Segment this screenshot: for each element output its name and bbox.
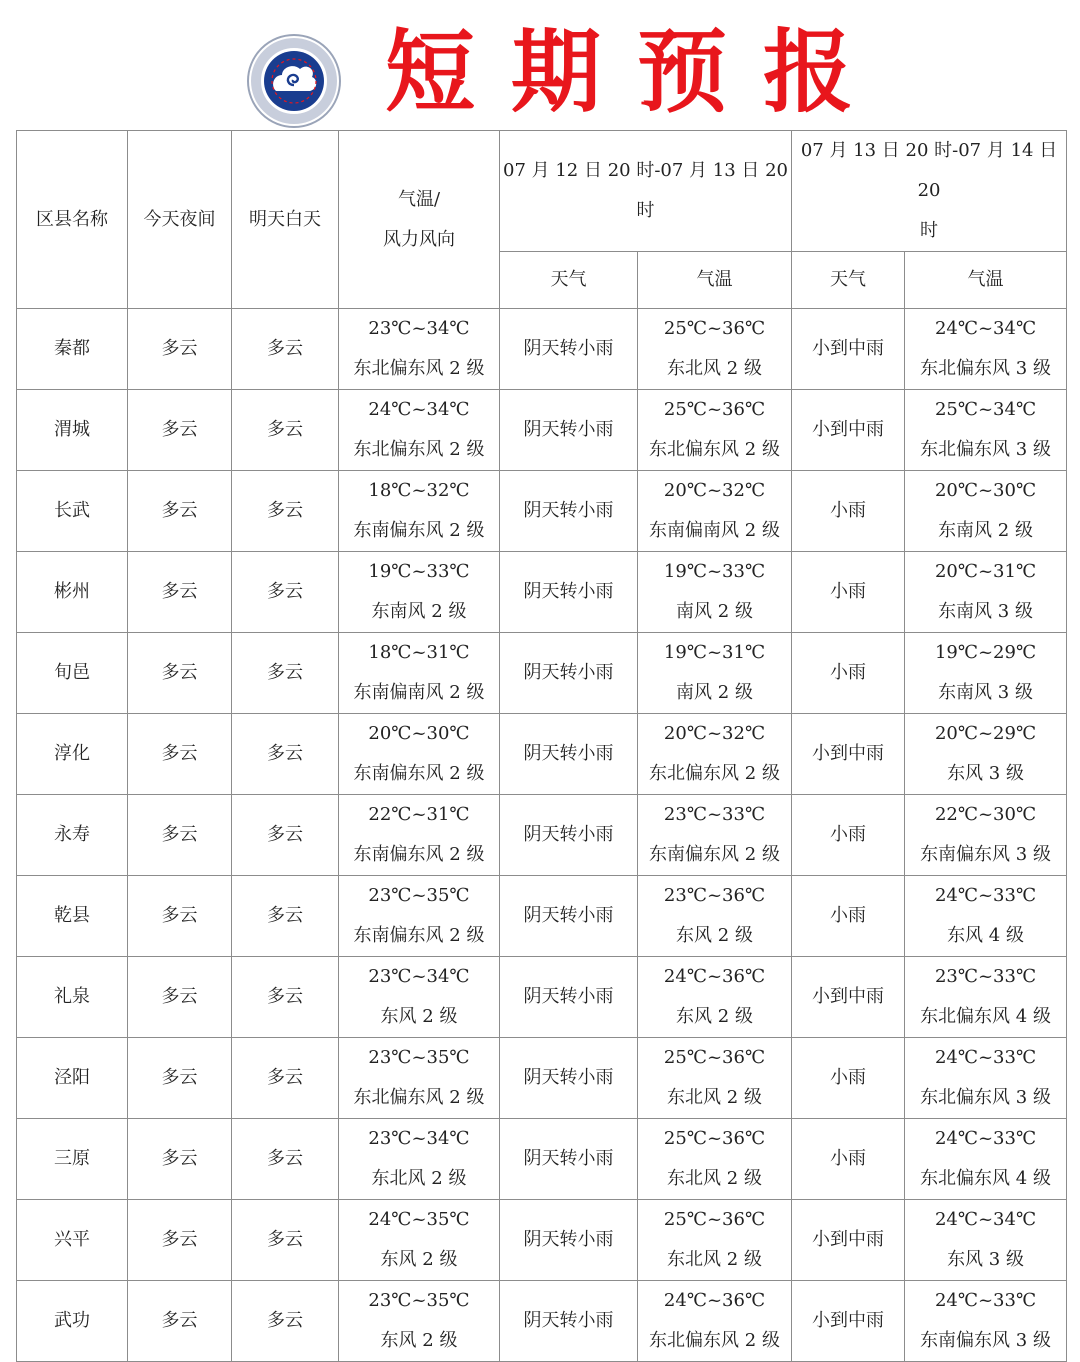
temp-wind-cell-wind: 东南偏东风 2 级 — [353, 925, 485, 946]
header-p1-temp: 气温 — [638, 252, 792, 309]
p2-temp-cell-wind: 东风 3 级 — [947, 1249, 1024, 1270]
p2-temp-cell-temp: 20℃~29℃ — [934, 723, 1037, 744]
temp-wind-cell — [339, 471, 500, 552]
p1-weather-cell: 阴天转小雨 — [500, 795, 638, 876]
p2-weather-cell: 小雨 — [792, 552, 905, 633]
p1-temp-cell-wind: 东南偏南风 2 级 — [649, 520, 780, 541]
district-cell: 秦都 — [17, 309, 128, 390]
p2-temp-cell-wind: 东北偏东风 3 级 — [920, 358, 1051, 379]
p1-temp-cell — [638, 1200, 792, 1281]
temp-wind-cell-temp: 18℃~32℃ — [368, 480, 470, 501]
district-cell: 渭城 — [17, 390, 128, 471]
p2-temp-cell-wind: 东风 4 级 — [947, 925, 1024, 946]
tonight-cell: 多云 — [128, 1281, 232, 1362]
temp-wind-cell-wind: 东南偏东风 2 级 — [353, 520, 485, 541]
district-cell: 礼泉 — [17, 957, 128, 1038]
p1-weather-cell: 阴天转小雨 — [500, 633, 638, 714]
temp-wind-cell — [339, 1281, 500, 1362]
tomorrow-day-cell: 多云 — [232, 390, 339, 471]
header-district: 区县名称 — [17, 131, 128, 309]
temp-wind-cell-temp: 23℃~35℃ — [368, 1047, 470, 1068]
temp-wind-cell-temp: 18℃~31℃ — [368, 642, 470, 663]
table-row — [17, 957, 1067, 1038]
temp-wind-cell — [339, 1200, 500, 1281]
p1-temp-cell — [638, 309, 792, 390]
temp-wind-cell — [339, 714, 500, 795]
header-period-1-line2: 时 — [636, 200, 655, 221]
p1-temp-cell-wind: 东北风 2 级 — [667, 1087, 762, 1108]
p1-temp-cell-wind: 东北风 2 级 — [667, 358, 762, 379]
p2-temp-cell — [905, 876, 1067, 957]
p1-temp-cell — [638, 1119, 792, 1200]
p1-weather-cell: 阴天转小雨 — [500, 957, 638, 1038]
p1-temp-cell-wind: 东北风 2 级 — [667, 1249, 762, 1270]
tonight-cell: 多云 — [128, 390, 232, 471]
p2-temp-cell — [905, 633, 1067, 714]
p1-weather-cell: 阴天转小雨 — [500, 876, 638, 957]
p2-temp-cell-temp: 24℃~34℃ — [934, 318, 1037, 339]
table-row — [17, 390, 1067, 471]
p2-temp-cell-wind: 东北偏东风 4 级 — [920, 1006, 1051, 1027]
table-row — [17, 714, 1067, 795]
p1-temp-cell-temp: 20℃~32℃ — [663, 723, 766, 744]
p1-temp-cell-wind: 南风 2 级 — [676, 601, 753, 622]
tomorrow-day-cell: 多云 — [232, 795, 339, 876]
p1-temp-cell-temp: 23℃~36℃ — [663, 885, 766, 906]
table-row — [17, 1038, 1067, 1119]
temp-wind-cell-wind: 东风 2 级 — [380, 1249, 458, 1270]
header-period-1-line1: 07 月 12 日 20 时-07 月 13 日 20 — [503, 160, 789, 181]
district-cell: 三原 — [17, 1119, 128, 1200]
p1-weather-cell: 阴天转小雨 — [500, 552, 638, 633]
tomorrow-day-cell: 多云 — [232, 552, 339, 633]
tomorrow-day-cell: 多云 — [232, 471, 339, 552]
temp-wind-cell-temp: 24℃~34℃ — [368, 399, 470, 420]
tonight-cell: 多云 — [128, 471, 232, 552]
temp-wind-cell-wind: 东北偏东风 2 级 — [353, 1087, 485, 1108]
tonight-cell: 多云 — [128, 309, 232, 390]
district-cell: 永寿 — [17, 795, 128, 876]
p1-temp-cell-temp: 24℃~36℃ — [663, 1290, 766, 1311]
p1-weather-cell: 阴天转小雨 — [500, 1119, 638, 1200]
p2-temp-cell — [905, 1119, 1067, 1200]
p2-temp-cell — [905, 957, 1067, 1038]
p2-temp-cell — [905, 714, 1067, 795]
tonight-cell: 多云 — [128, 1200, 232, 1281]
p2-temp-cell-wind: 东南风 2 级 — [938, 520, 1033, 541]
p2-weather-cell: 小到中雨 — [792, 957, 905, 1038]
p2-temp-cell — [905, 1281, 1067, 1362]
header-tomorrow-day: 明天白天 — [232, 131, 339, 309]
p1-weather-cell: 阴天转小雨 — [500, 1281, 638, 1362]
p1-temp-cell-wind: 东风 2 级 — [676, 1006, 753, 1027]
p1-temp-cell-temp: 19℃~31℃ — [663, 642, 766, 663]
table-body — [17, 309, 1067, 1362]
tomorrow-day-cell: 多云 — [232, 309, 339, 390]
temp-wind-cell — [339, 1038, 500, 1119]
p2-temp-cell-wind: 东风 3 级 — [947, 763, 1024, 784]
district-cell: 淳化 — [17, 714, 128, 795]
district-cell: 武功 — [17, 1281, 128, 1362]
p1-temp-cell-temp: 24℃~36℃ — [663, 966, 766, 987]
p1-weather-cell: 阴天转小雨 — [500, 471, 638, 552]
p2-weather-cell: 小雨 — [792, 1038, 905, 1119]
p1-temp-cell — [638, 552, 792, 633]
cloud-swirl-emblem-icon — [246, 33, 342, 129]
p1-temp-cell-temp: 25℃~36℃ — [663, 1209, 766, 1230]
p2-temp-cell — [905, 552, 1067, 633]
p2-temp-cell — [905, 390, 1067, 471]
p2-temp-cell-temp: 23℃~33℃ — [934, 966, 1037, 987]
p2-temp-cell-temp: 24℃~33℃ — [934, 1047, 1037, 1068]
p1-temp-cell-wind: 东北偏东风 2 级 — [649, 1330, 780, 1351]
table-row — [17, 552, 1067, 633]
p1-temp-cell-wind: 南风 2 级 — [676, 682, 753, 703]
tonight-cell: 多云 — [128, 1119, 232, 1200]
p2-temp-cell — [905, 795, 1067, 876]
p2-temp-cell-wind: 东南风 3 级 — [938, 682, 1033, 703]
header-temp-wind-line1: 气温/ — [397, 188, 441, 210]
p2-weather-cell: 小到中雨 — [792, 309, 905, 390]
header-p2-temp: 气温 — [905, 252, 1067, 309]
p2-temp-cell-temp: 24℃~33℃ — [934, 1128, 1037, 1149]
page-title: 短期预报 — [385, 20, 889, 125]
p1-temp-cell — [638, 633, 792, 714]
p2-weather-cell: 小雨 — [792, 795, 905, 876]
table-row — [17, 471, 1067, 552]
district-cell: 泾阳 — [17, 1038, 128, 1119]
tonight-cell: 多云 — [128, 876, 232, 957]
p2-temp-cell-wind: 东北偏东风 4 级 — [920, 1168, 1051, 1189]
p1-temp-cell — [638, 876, 792, 957]
p1-temp-cell-wind: 东北偏东风 2 级 — [649, 763, 780, 784]
p1-temp-cell — [638, 957, 792, 1038]
district-cell: 长武 — [17, 471, 128, 552]
temp-wind-cell-wind: 东北偏东风 2 级 — [353, 358, 485, 379]
tonight-cell: 多云 — [128, 552, 232, 633]
p1-temp-cell-temp: 25℃~36℃ — [663, 1047, 766, 1068]
temp-wind-cell-wind: 东南风 2 级 — [371, 601, 467, 622]
temp-wind-cell — [339, 957, 500, 1038]
temp-wind-cell-temp: 23℃~34℃ — [368, 966, 470, 987]
tomorrow-day-cell: 多云 — [232, 876, 339, 957]
p1-weather-cell: 阴天转小雨 — [500, 1038, 638, 1119]
p1-temp-cell — [638, 795, 792, 876]
header-period-2 — [792, 131, 1067, 252]
temp-wind-cell-wind: 东风 2 级 — [380, 1006, 458, 1027]
p2-temp-cell — [905, 1038, 1067, 1119]
table-row — [17, 795, 1067, 876]
header-temp-wind — [339, 131, 500, 309]
table-row — [17, 1119, 1067, 1200]
temp-wind-cell — [339, 795, 500, 876]
temp-wind-cell-temp: 24℃~35℃ — [368, 1209, 470, 1230]
temp-wind-cell — [339, 390, 500, 471]
p1-weather-cell: 阴天转小雨 — [500, 714, 638, 795]
p1-weather-cell: 阴天转小雨 — [500, 309, 638, 390]
p1-temp-cell-temp: 25℃~36℃ — [663, 399, 766, 420]
tonight-cell: 多云 — [128, 957, 232, 1038]
p2-temp-cell-wind: 东南偏东风 3 级 — [920, 1330, 1051, 1351]
temp-wind-cell — [339, 633, 500, 714]
header-temp-wind-line2: 风力风向 — [383, 228, 455, 250]
forecast-table — [16, 130, 1067, 1362]
p1-temp-cell-temp: 20℃~32℃ — [663, 480, 766, 501]
district-cell: 乾县 — [17, 876, 128, 957]
p2-temp-cell-temp: 20℃~30℃ — [934, 480, 1037, 501]
tonight-cell: 多云 — [128, 795, 232, 876]
header-period-2-line1: 07 月 13 日 20 时-07 月 14 日 20 — [800, 140, 1058, 201]
table-row — [17, 876, 1067, 957]
p2-temp-cell — [905, 309, 1067, 390]
temp-wind-cell-temp: 22℃~31℃ — [368, 804, 470, 825]
header-tonight: 今天夜间 — [128, 131, 232, 309]
p1-temp-cell-wind: 东风 2 级 — [676, 925, 753, 946]
district-cell: 兴平 — [17, 1200, 128, 1281]
p2-weather-cell: 小到中雨 — [792, 714, 905, 795]
temp-wind-cell-wind: 东南偏东风 2 级 — [353, 844, 485, 865]
p1-temp-cell — [638, 390, 792, 471]
temp-wind-cell-wind: 东南偏南风 2 级 — [353, 682, 485, 703]
p2-weather-cell: 小雨 — [792, 471, 905, 552]
temp-wind-cell-wind: 东北偏东风 2 级 — [353, 439, 485, 460]
temp-wind-cell-wind: 东北风 2 级 — [371, 1168, 467, 1189]
p2-temp-cell — [905, 1200, 1067, 1281]
tomorrow-day-cell: 多云 — [232, 714, 339, 795]
header-p1-weather: 天气 — [500, 252, 638, 309]
tomorrow-day-cell: 多云 — [232, 1281, 339, 1362]
header-period-2-line2: 时 — [920, 220, 939, 241]
tonight-cell: 多云 — [128, 714, 232, 795]
p1-temp-cell-temp: 25℃~36℃ — [663, 1128, 766, 1149]
tomorrow-day-cell: 多云 — [232, 1200, 339, 1281]
temp-wind-cell — [339, 1119, 500, 1200]
p1-weather-cell: 阴天转小雨 — [500, 1200, 638, 1281]
p1-temp-cell-temp: 19℃~33℃ — [663, 561, 766, 582]
tomorrow-day-cell: 多云 — [232, 1119, 339, 1200]
header-p2-weather: 天气 — [792, 252, 905, 309]
p2-temp-cell-temp: 24℃~33℃ — [934, 1290, 1037, 1311]
p2-temp-cell-wind: 东南偏东风 3 级 — [920, 844, 1051, 865]
p2-temp-cell-temp: 24℃~33℃ — [934, 885, 1037, 906]
tonight-cell: 多云 — [128, 1038, 232, 1119]
page-header — [0, 0, 1080, 130]
temp-wind-cell-temp: 23℃~34℃ — [368, 318, 470, 339]
p2-temp-cell-wind: 东北偏东风 3 级 — [920, 1087, 1051, 1108]
p2-temp-cell-wind: 东南风 3 级 — [938, 601, 1033, 622]
temp-wind-cell-temp: 20℃~30℃ — [368, 723, 470, 744]
temp-wind-cell-wind: 东风 2 级 — [380, 1330, 458, 1351]
p2-temp-cell-temp: 20℃~31℃ — [934, 561, 1037, 582]
p2-temp-cell-temp: 19℃~29℃ — [934, 642, 1037, 663]
table-row — [17, 1281, 1067, 1362]
p2-temp-cell — [905, 471, 1067, 552]
p1-weather-cell: 阴天转小雨 — [500, 390, 638, 471]
district-cell: 彬州 — [17, 552, 128, 633]
tomorrow-day-cell: 多云 — [232, 957, 339, 1038]
p1-temp-cell-wind: 东南偏东风 2 级 — [649, 844, 780, 865]
p1-temp-cell-temp: 25℃~36℃ — [663, 318, 766, 339]
table-row — [17, 1200, 1067, 1281]
temp-wind-cell-wind: 东南偏东风 2 级 — [353, 763, 485, 784]
p1-temp-cell-temp: 23℃~33℃ — [663, 804, 766, 825]
temp-wind-cell — [339, 309, 500, 390]
p2-weather-cell: 小雨 — [792, 1119, 905, 1200]
temp-wind-cell-temp: 23℃~35℃ — [368, 1290, 470, 1311]
tonight-cell: 多云 — [128, 633, 232, 714]
p2-weather-cell: 小到中雨 — [792, 1200, 905, 1281]
p2-temp-cell-temp: 24℃~34℃ — [934, 1209, 1037, 1230]
temp-wind-cell-temp: 19℃~33℃ — [368, 561, 470, 582]
p1-temp-cell — [638, 1281, 792, 1362]
p1-temp-cell-wind: 东北风 2 级 — [667, 1168, 762, 1189]
temp-wind-cell — [339, 876, 500, 957]
p2-weather-cell: 小到中雨 — [792, 390, 905, 471]
p1-temp-cell — [638, 471, 792, 552]
header-period-1 — [500, 131, 792, 252]
temp-wind-cell-temp: 23℃~35℃ — [368, 885, 470, 906]
p1-temp-cell-wind: 东北偏东风 2 级 — [649, 439, 780, 460]
temp-wind-cell-temp: 23℃~34℃ — [368, 1128, 470, 1149]
table-row — [17, 309, 1067, 390]
district-cell: 旬邑 — [17, 633, 128, 714]
p1-temp-cell — [638, 1038, 792, 1119]
temp-wind-cell — [339, 552, 500, 633]
p2-weather-cell: 小雨 — [792, 633, 905, 714]
tomorrow-day-cell: 多云 — [232, 1038, 339, 1119]
tomorrow-day-cell: 多云 — [232, 633, 339, 714]
p2-temp-cell-temp: 25℃~34℃ — [934, 399, 1037, 420]
p2-weather-cell: 小雨 — [792, 876, 905, 957]
p1-temp-cell — [638, 714, 792, 795]
table-row — [17, 633, 1067, 714]
p2-temp-cell-temp: 22℃~30℃ — [934, 804, 1037, 825]
p2-weather-cell: 小到中雨 — [792, 1281, 905, 1362]
p2-temp-cell-wind: 东北偏东风 3 级 — [920, 439, 1051, 460]
